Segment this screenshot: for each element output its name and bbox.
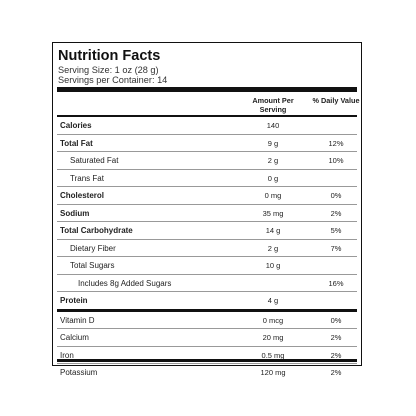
servings-per-container: Servings per Container: 14 xyxy=(58,75,168,85)
nutrient-name: Total Sugars xyxy=(70,261,115,270)
row-total-fat xyxy=(57,134,357,152)
nutrient-name: Protein xyxy=(60,296,88,305)
nutrition-title: Nutrition Facts xyxy=(58,48,161,64)
row-trans-fat xyxy=(57,169,357,187)
nutrient-amount: 20 mg xyxy=(262,333,284,342)
nutrient-dv: 0% xyxy=(330,315,342,325)
nutrient-amount: 2 g xyxy=(267,243,279,253)
nutrient-dv: 10% xyxy=(328,156,344,165)
nutrient-name: Sodium xyxy=(60,208,90,218)
nutrient-amount: 0.5 mg xyxy=(261,350,285,360)
nutrient-dv: 2% xyxy=(330,333,342,342)
nutrient-amount: 14 g xyxy=(265,226,281,235)
row-potassium xyxy=(57,363,357,381)
nutrient-amount: 10 g xyxy=(265,261,281,270)
serving-size: Serving Size: 1 oz (28 g) xyxy=(58,65,159,75)
row-sodium xyxy=(57,204,357,222)
nutrient-name: Total Fat xyxy=(60,138,93,148)
nutrient-amount: 2 g xyxy=(267,156,279,165)
nutrient-dv: 2% xyxy=(330,368,342,377)
nutrient-name: Cholesterol xyxy=(60,191,105,200)
row-calcium xyxy=(57,328,357,346)
nutrient-name: Vitamin D xyxy=(60,315,95,325)
thick-divider xyxy=(57,87,357,92)
nutrient-amount: 9 g xyxy=(267,138,279,148)
nutrient-name: Potassium xyxy=(60,368,98,377)
row-protein xyxy=(57,291,357,309)
nutrient-dv: 16% xyxy=(328,278,344,288)
nutrient-dv: 2% xyxy=(330,350,342,360)
nutrient-dv: 0% xyxy=(330,191,342,200)
row-calories xyxy=(57,115,357,134)
row-vitamin-d xyxy=(57,309,357,329)
nutrition-facts-panel xyxy=(52,42,362,377)
nutrient-dv: 2% xyxy=(330,208,342,218)
nutrient-table xyxy=(57,115,357,381)
nutrient-amount: 4 g xyxy=(267,296,279,305)
nutrient-amount: 35 mg xyxy=(262,208,284,218)
amount-per-serving-header: Amount Per Serving xyxy=(252,96,294,114)
row-total-carbohydrate xyxy=(57,221,357,239)
nutrient-name: Trans Fat xyxy=(70,173,104,183)
nutrient-name: Saturated Fat xyxy=(70,156,119,165)
nutrient-amount: 140 xyxy=(266,121,280,130)
row-cholesterol xyxy=(57,186,357,204)
nutrient-name: Dietary Fiber xyxy=(70,243,116,253)
nutrient-amount: 120 mg xyxy=(260,368,286,377)
row-dietary-fiber xyxy=(57,239,357,257)
row-total-sugars xyxy=(57,256,357,274)
nutrient-name: Includes 8g Added Sugars xyxy=(78,278,172,288)
nutrient-name: Calcium xyxy=(60,333,89,342)
nutrient-name: Iron xyxy=(60,350,74,360)
bottom-divider xyxy=(57,359,357,362)
nutrient-dv: 12% xyxy=(328,138,344,148)
nutrient-dv: 5% xyxy=(330,226,342,235)
daily-value-header: % Daily Value xyxy=(312,96,360,105)
row-added-sugars xyxy=(57,274,357,292)
nutrient-name: Total Carbohydrate xyxy=(60,226,133,235)
row-saturated-fat xyxy=(57,151,357,169)
nutrient-dv: 7% xyxy=(330,243,342,253)
nutrient-amount: 0 g xyxy=(267,173,279,183)
nutrient-amount: 0 mcg xyxy=(262,315,284,325)
nutrient-amount: 0 mg xyxy=(264,191,282,200)
nutrient-name: Calories xyxy=(60,121,92,130)
